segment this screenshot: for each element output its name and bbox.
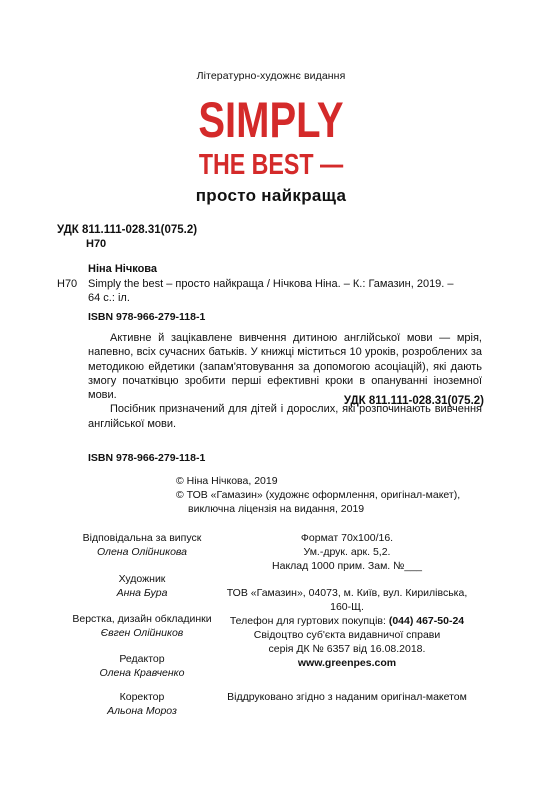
isbn-bottom: ISBN 978-966-279-118-1 bbox=[88, 452, 206, 464]
certificate-line-1: Свідоцтво суб'єкта видавничої справи bbox=[253, 629, 441, 641]
citation-line-2: 64 с.: іл. bbox=[88, 292, 130, 304]
citation-code: Н70 bbox=[57, 278, 78, 290]
credit-name: Альона Мороз bbox=[107, 705, 177, 717]
logo-title-line2: THE BEST — bbox=[198, 149, 344, 181]
author-name: Ніна Нічкова bbox=[88, 263, 158, 275]
phone-label: Телефон для гуртових покупців: bbox=[229, 615, 386, 627]
udk-code-bottom: УДК 811.111-028.31(075.2) bbox=[343, 395, 484, 407]
credit-name: Олена Олійникова bbox=[97, 546, 187, 558]
credit-responsible bbox=[52, 531, 232, 559]
udk-code: УДК 811.111-028.31(075.2) bbox=[57, 224, 198, 236]
credit-role: Коректор bbox=[119, 691, 165, 703]
credit-name: Олена Кравченко bbox=[99, 667, 185, 679]
author-sign-code: Н70 bbox=[86, 238, 107, 250]
credit-name: Євген Олійников bbox=[100, 627, 184, 639]
isbn: ISBN 978-966-279-118-1 bbox=[88, 311, 206, 323]
genre-label: Літературно-художнє видання bbox=[196, 70, 346, 82]
print-specs bbox=[207, 531, 487, 573]
printed-note: Віддруковано згідно з наданим оригінал-макетом bbox=[227, 691, 467, 703]
sheets-line: Ум.-друк. арк. 5,2. bbox=[303, 546, 391, 558]
phone-number: (044) 467-50-24 bbox=[388, 615, 465, 627]
credit-editor bbox=[52, 652, 232, 680]
certificate-line-2: серія ДК № 6357 від 16.08.2018. bbox=[268, 643, 426, 655]
abstract bbox=[88, 331, 482, 431]
publisher-info bbox=[207, 586, 487, 670]
publisher-address-2: 160-Щ. bbox=[330, 601, 364, 613]
logo-subtitle: просто найкраща bbox=[195, 186, 347, 205]
website-link[interactable]: www.greenpes.com bbox=[297, 657, 397, 669]
publisher-address-1: ТОВ «Гамазин», 04073, м. Київ, вул. Кирилівська, bbox=[226, 587, 468, 599]
credit-layout bbox=[52, 612, 232, 640]
credit-role: Художник bbox=[118, 573, 166, 585]
credit-role: Редактор bbox=[119, 653, 165, 665]
copyright-line-1: © Ніна Нічкова, 2019 bbox=[176, 475, 278, 487]
credit-role: Верстка, дизайн обкладинки bbox=[72, 613, 212, 625]
credit-artist bbox=[52, 572, 232, 600]
copyright-line-3: виключна ліцензія на видання, 2019 bbox=[188, 503, 365, 515]
credit-name: Анна Бура bbox=[116, 587, 168, 599]
copyright-line-2: © ТОВ «Гамазин» (художнє оформлення, оригінал-макет), bbox=[176, 489, 461, 501]
format-line: Формат 70х100/16. bbox=[300, 532, 394, 544]
abstract-paragraph-1: Активне й зацікавлене вивчення дитиною англійської мови — мрія, напевно, всіх сучасних батьків. У книжці міститься 10 уроків, розроблених за методикою ейдетики (запам'ятовування за допомогою асоціацій), які дають змогу початківцю зробити перші ефективні кроки в опануванні іноземної мови. bbox=[88, 332, 482, 402]
print-run-line: Наклад 1000 прим. Зам. №___ bbox=[272, 560, 422, 572]
credit-role: Відповідальна за випуск bbox=[82, 532, 202, 544]
abstract-paragraph-2: Посібник призначений для дітей і дорослих, які розпочинають вивчення англійської мови. bbox=[88, 403, 482, 430]
credit-proofreader bbox=[52, 690, 232, 718]
citation-line-1: Simply the best – просто найкраща / Нічкова Ніна. – К.: Гамазин, 2019. – bbox=[88, 278, 454, 290]
phone-line bbox=[207, 614, 487, 628]
logo-title-line1: SIMPLY bbox=[198, 92, 344, 148]
copyright-block bbox=[176, 474, 460, 516]
